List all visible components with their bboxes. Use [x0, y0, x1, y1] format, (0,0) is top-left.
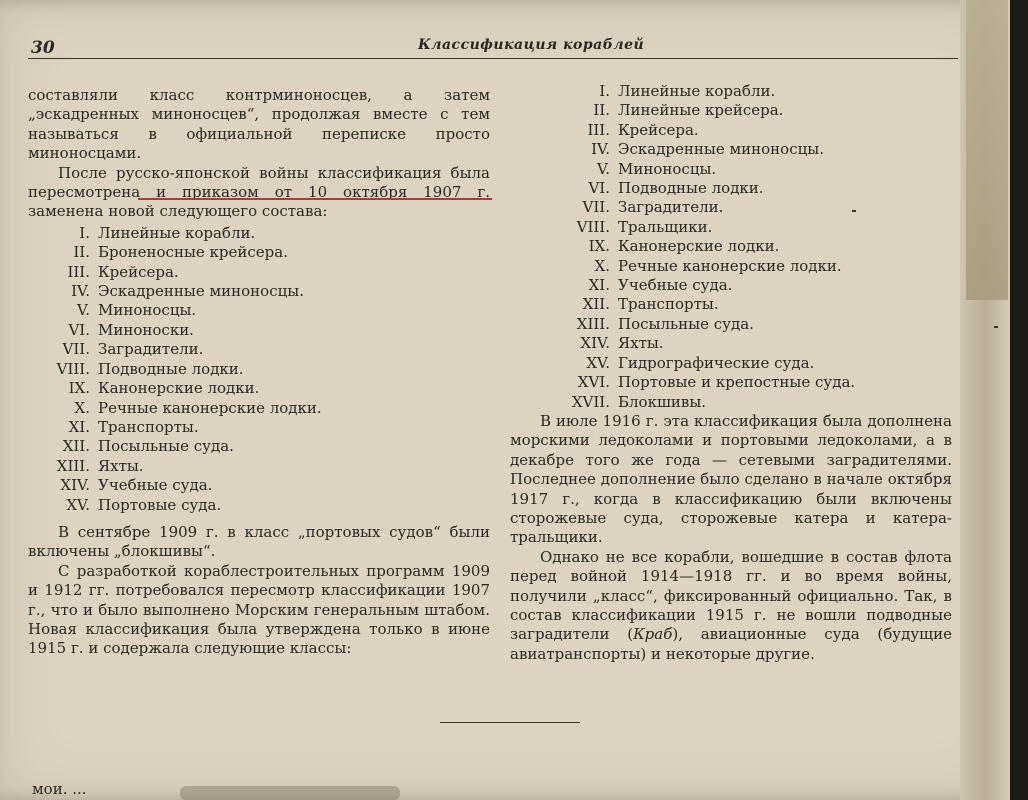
list-item: [510, 354, 952, 373]
list-number: VII.: [582, 198, 610, 217]
right-paragraph-2: [510, 548, 952, 664]
list-label: Эскадренные миноносцы.: [98, 282, 304, 301]
list-item: [510, 295, 952, 314]
list-item: [28, 476, 490, 495]
blurred-text-smudge: [180, 786, 400, 800]
list-number: II.: [593, 101, 610, 120]
list-item: [510, 276, 952, 295]
list-label: Учебные суда.: [618, 276, 733, 295]
list-item: [510, 101, 952, 120]
list-label: Эскадренные миноносцы.: [618, 140, 824, 159]
list-label: Портовые и крепостные суда.: [618, 373, 856, 392]
list-number: VI.: [588, 179, 610, 198]
list-item: [28, 457, 490, 476]
list-label: Миноносцы.: [98, 301, 197, 320]
list-item: [28, 437, 490, 456]
list-label: Крейсера.: [618, 120, 699, 139]
list-label: Гидрографические суда.: [618, 353, 815, 372]
list-item: [510, 334, 952, 353]
list-number: III.: [587, 120, 610, 139]
left-paragraph-4: С разработкой кораблестроительных программ 1909 и 1912 гг. потребовался пересмотр классификации 1907 г., что и было выполнено Морским генеральным штабом. Новая классификация была утверждена только в июне 1915 г. и содержала следующие классы:: [28, 561, 490, 658]
list-item: [28, 321, 490, 340]
list-label: Миноноски.: [98, 320, 194, 339]
list-item: [28, 379, 490, 398]
list-label: Блокшивы.: [618, 392, 707, 411]
list-number: I.: [79, 223, 90, 242]
list-label: Миноносцы.: [618, 159, 717, 178]
left-column: [28, 86, 490, 659]
list-item: [510, 82, 952, 101]
list-item: [28, 224, 490, 243]
right-paragraph-2-end: ), авиационные суда (будущие авиатранспорты) и некоторые другие.: [510, 625, 953, 663]
running-header-title: Классификация кораблей: [418, 37, 645, 53]
list-item: [28, 263, 490, 282]
list-label: Линейные крейсера.: [618, 101, 784, 120]
list-number: IX.: [68, 379, 90, 398]
list-number: XVII.: [571, 392, 610, 411]
footnote-rule: [440, 722, 580, 723]
list-label: Заградители.: [618, 198, 724, 217]
list-label: Канонерские лодки.: [618, 237, 780, 256]
list-item: [510, 218, 952, 237]
list-item: [28, 399, 490, 418]
list-number: XVI.: [577, 373, 610, 392]
list-label: Яхты.: [98, 456, 144, 475]
classification-1915-list: [510, 82, 952, 412]
red-underline-mark: [138, 198, 492, 200]
page-number: 30: [31, 38, 55, 58]
list-number: XV.: [586, 353, 610, 372]
list-number: XV.: [66, 495, 90, 514]
header-rule: [28, 58, 958, 59]
list-number: VIII.: [56, 359, 90, 378]
list-label: Посыльные суда.: [98, 437, 234, 456]
list-number: IV.: [71, 282, 90, 301]
list-label: Линейные корабли.: [618, 82, 776, 100]
list-label: Речные канонерские лодки.: [98, 398, 322, 417]
list-number: I.: [599, 82, 610, 100]
list-item: [28, 360, 490, 379]
list-number: XI.: [588, 276, 610, 295]
right-paragraph-1: В июле 1916 г. эта классификация была дополнена морскими ледоколами и портовыми ледоколами, а в декабре того же года — сетевыми заградителями. Последнее дополнение было сделано в начале октября 1917 г., когда в классификацию были включены сторожевые суда, сторожевые катера и катера-тральщики.: [510, 411, 952, 547]
list-number: VII.: [62, 340, 90, 359]
left-paragraph-1: составляли класс контрминоносцев, а затем „эскадренных миноносцев“, продолжая вместе с тем называться в официальной переписке просто миноносцами.: [28, 86, 490, 163]
list-label: Учебные суда.: [98, 476, 213, 495]
list-label: Линейные корабли.: [98, 223, 256, 242]
list-item: [510, 257, 952, 276]
right-paragraph-2-start: Однако не все корабли, вошедшие в состав флота перед войной 1914—1918 гг. и во время войны, получили „класс“, фиксированный официально. Так, в состав классификации 1915 г. не вошли подводные заградители (: [510, 547, 952, 644]
left-paragraph-2: После русско-японской войны классификация была пересмотрена и приказом от 10 октября 1907 г. заменена новой следующего состава:: [28, 163, 490, 221]
list-number: XII.: [62, 437, 90, 456]
list-label: Транспорты.: [98, 417, 199, 436]
list-number: XII.: [582, 295, 610, 314]
list-number: VI.: [68, 320, 90, 339]
list-item: [28, 496, 490, 515]
list-number: V.: [597, 159, 610, 178]
list-number: XIV.: [60, 476, 90, 495]
list-item: [28, 418, 490, 437]
list-number: II.: [73, 243, 90, 262]
list-item: [28, 282, 490, 301]
list-item: [510, 315, 952, 334]
list-number: VIII.: [576, 217, 610, 236]
list-number: XI.: [68, 417, 90, 436]
ink-speck: [994, 326, 998, 328]
list-number: XIII.: [576, 314, 610, 333]
left-paragraph-3: В сентябре 1909 г. в класс „портовых судов“ были включены „блокшивы“.: [28, 522, 490, 561]
right-column: [510, 82, 952, 664]
book-edge: [1010, 0, 1028, 800]
list-number: X.: [594, 256, 610, 275]
list-item: [510, 373, 952, 392]
list-item: [28, 340, 490, 359]
list-item: [28, 301, 490, 320]
list-number: X.: [74, 398, 90, 417]
list-label: Транспорты.: [618, 295, 719, 314]
list-label: Тральщики.: [618, 217, 713, 236]
list-number: XIV.: [580, 334, 610, 353]
list-label: Крейсера.: [98, 262, 179, 281]
list-item: [510, 121, 952, 140]
list-label: Подводные лодки.: [98, 359, 244, 378]
list-label: Подводные лодки.: [618, 179, 764, 198]
list-item: [510, 393, 952, 412]
list-label: Заградители.: [98, 340, 204, 359]
list-item: [510, 140, 952, 159]
ink-speck: [852, 210, 856, 212]
ship-name-krab: Краб: [633, 625, 673, 644]
list-item: [510, 237, 952, 256]
list-label: Броненосные крейсера.: [98, 243, 288, 262]
list-label: Речные канонерские лодки.: [618, 256, 842, 275]
list-item: [510, 179, 952, 198]
list-number: XIII.: [56, 456, 90, 475]
list-number: III.: [67, 262, 90, 281]
list-number: V.: [77, 301, 90, 320]
next-page-fragment: мои. ...: [32, 780, 87, 798]
list-label: Яхты.: [618, 334, 664, 353]
list-number: IV.: [591, 140, 610, 159]
list-item: [510, 198, 952, 217]
list-label: Портовые суда.: [98, 495, 222, 514]
list-item: [28, 243, 490, 262]
list-item: [510, 160, 952, 179]
classification-1907-list: [28, 224, 490, 515]
list-label: Посыльные суда.: [618, 314, 754, 333]
list-number: IX.: [588, 237, 610, 256]
paper-tab: [966, 0, 1008, 300]
list-label: Канонерские лодки.: [98, 379, 260, 398]
